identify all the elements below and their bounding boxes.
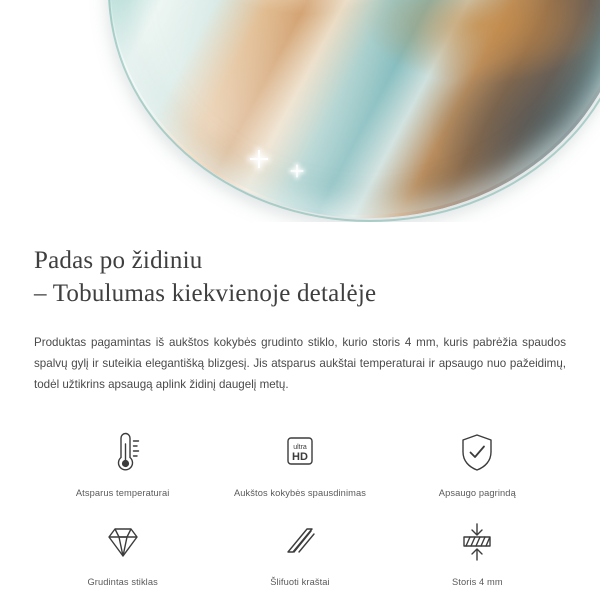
feature-item-print-quality [211,421,388,498]
svg-text:HD: HD [292,451,308,463]
page-title-line-2: – Tobulumas kiekvienoje detalėje [34,280,377,307]
feature-label: Aukštos kokybės spausdinimas [233,488,366,498]
feature-label: Storis 4 mm [451,577,503,587]
feature-label: Atsparus temperaturai [75,488,170,498]
product-description-text: Produktas pagamintas iš aukštos kokybės grudinto stiklo, kurio storis 4 mm, kuris pabrėžia spaudos spalvų gylį ir suteikia elegantišką blizgesį. Jis atsparus aukštai temperaturai ir apsaugo nuo pažeidimų, todėl užtikrins apsaugą aplink židinį daugelį metų. [34,336,566,391]
content-area [0,222,600,587]
svg-text:ultra: ultra [293,444,307,451]
feature-item-surface-protection [389,421,566,498]
feature-label: Šlifuoti kraštai [270,577,330,587]
hero-image [0,0,600,222]
shield-check-icon [450,427,504,479]
ultra-hd-icon [273,427,327,479]
feature-label: Grudintas stiklas [87,577,158,587]
feature-item-thickness [389,510,566,587]
page-title-line-1: Padas po židiniu [34,247,203,274]
feature-item-tempered-glass [34,510,211,587]
feature-label: Apsaugo pagrindą [438,488,516,498]
diamond-icon [96,516,150,568]
polished-edges-icon [273,516,327,568]
feature-item-polished-edges [211,510,388,587]
feature-grid [34,421,566,587]
page-title [34,222,566,310]
feature-item-temperature [34,421,211,498]
marble-glass-plate-image [108,0,600,218]
thickness-icon [450,516,504,568]
thermometer-icon [96,427,150,479]
